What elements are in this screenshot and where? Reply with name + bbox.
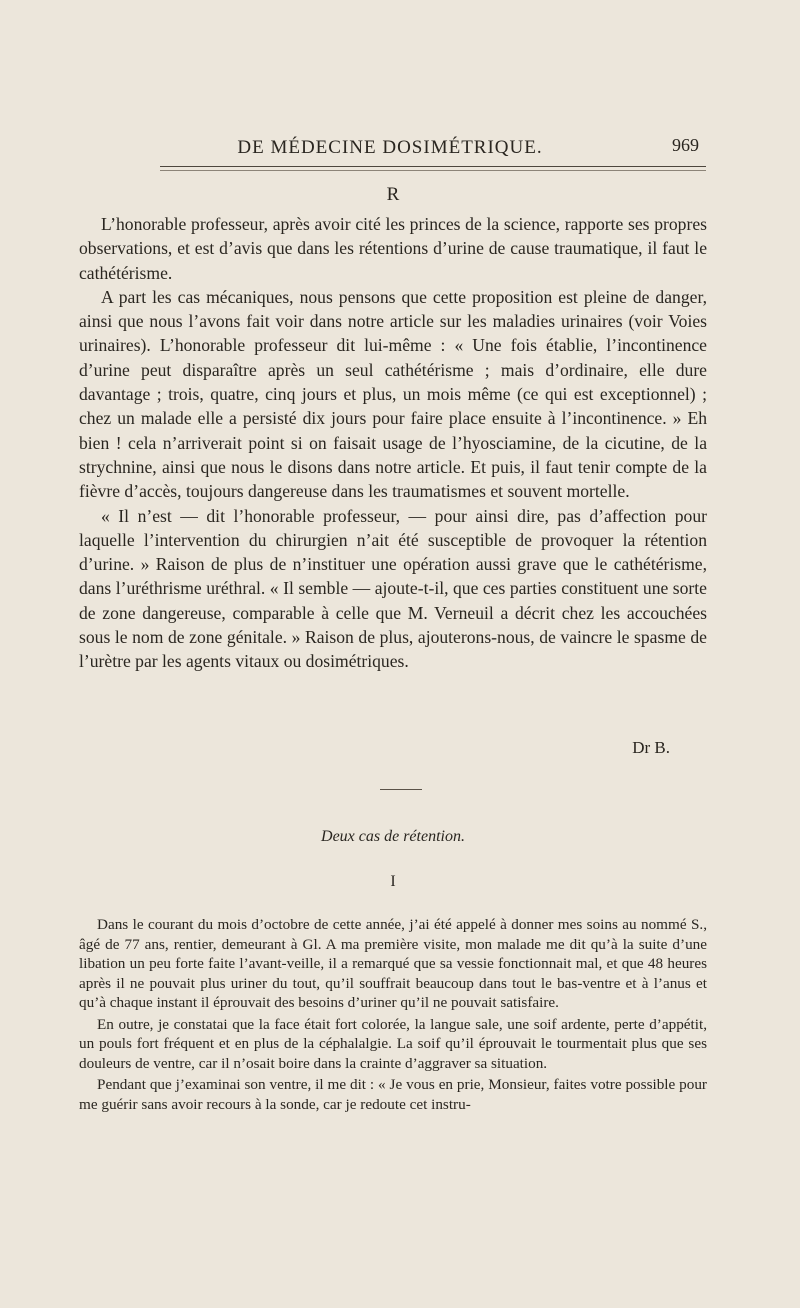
- header-rule-thin: [160, 170, 706, 171]
- section-number: I: [390, 873, 396, 890]
- page-number: 969: [672, 135, 699, 155]
- case-paragraph: Dans le courant du mois d’octobre de cette année, j’ai été appelé à donner mes soins au nommé S., âgé de 77 ans, rentier, demeurant à Gl. A ma première visite, mon malade me dit qu’à la suite d’une libation un peu forte faite l’avant-veille, il a remarqué que sa vessie fonctionnait mal, et que 48 heures après il ne pouvait plus uriner du tout, qu’il souffrait beaucoup dans tout le bas-ventre et à l’anus et qu’à chaque instant il éprouvait des besoins d’uriner qu’il ne pouvait satisfaire.: [79, 916, 707, 1011]
- case-paragraph: Pendant que j’examinai son ventre, il me dit : « Je vous en prie, Monsieur, faites votre possible pour me guérir sans avoir recours à la sonde, car je redoute cet instru-: [79, 1076, 707, 1113]
- article-paragraph: L’honorable professeur, après avoir cité les princes de la science, rapporte ses propres observations, et est d’avis que dans les rétentions d’urine de cause traumatique, il faut le cathétérisme.: [79, 214, 707, 283]
- case-paragraph: En outre, je constatai que la face était fort colorée, la langue sale, une soif ardente, perte d’appétit, un pouls fort fréquent et en plus de la céphalalgie. La soif qu’il éprouvait le tourmentait plus que ses douleurs de ventre, car il n’osait boire dans la crainte d’aggraver sa situation.: [79, 1015, 707, 1072]
- signature: Dr B.: [632, 738, 670, 757]
- article-paragraph: « Il n’est — dit l’honorable professeur, — pour ainsi dire, pas d’affection pour laquelle l’intervention du chirurgien n’ait été susceptible de provoquer la rétention d’urine. » Raison de plus de n’instituer une opération aussi grave que le cathétérisme, dans l’uréthrisme uréthral. « Il semble — ajoute-t-il, que ces parties constituent une sorte de zone dangereuse, comparable à celle que M. Verneuil a décrit chez les accouchées sous le nom de zone génitale. » Raison de plus, ajouterons-nous, de vaincre le spasme de l’urètre par les agents vitaux ou dosimétriques.: [79, 505, 707, 672]
- section-letter: R: [386, 184, 400, 205]
- second-article-body: [79, 915, 707, 1114]
- header-rule: [160, 166, 706, 167]
- second-article-title: Deux cas de rétention.: [321, 828, 465, 845]
- running-header: [0, 137, 800, 165]
- section-separator: [380, 789, 422, 790]
- article-body: [79, 212, 707, 674]
- article-paragraph: A part les cas mécaniques, nous pensons que cette proposition est pleine de danger, ainsi que nous l’avons fait voir dans notre article sur les maladies urinaires (voir Voies urinaires). L’honorable professeur dit lui-même : « Une fois établie, l’incontinence d’urine peut disparaître après un seul cathétérisme ; mais d’ordinaire, elle dure davantage ; trois, quatre, cinq jours et plus, un mois même (ce qui est exceptionnel) ; chez un malade elle a persisté dix jours pour faire place ensuite à l’incontinence. » Eh bien ! cela n’arriverait point si on faisait usage de l’hyosciamine, de la cicutine, de la strychnine, ainsi que nous le disons dans notre article. Et puis, il faut tenir compte de la fièvre d’accès, toujours dangereuse dans les traumatismes et souvent mortelle.: [79, 286, 707, 502]
- running-title: DE MÉDECINE DOSIMÉTRIQUE.: [237, 137, 543, 158]
